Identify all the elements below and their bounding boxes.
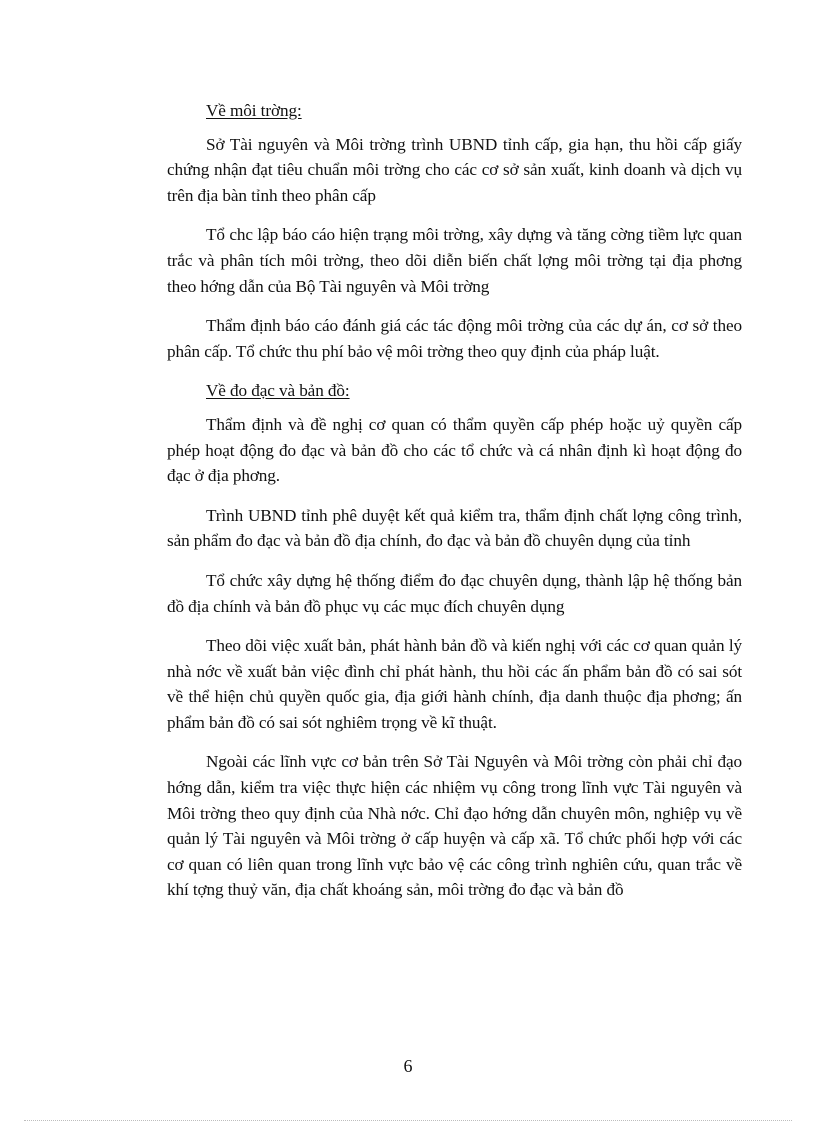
page-number: 6 [403, 1056, 413, 1076]
footer-divider [24, 1120, 792, 1121]
paragraph: Thẩm định báo cáo đánh giá các tác động môi trờng của các dự án, cơ sở theo phân cấp. Tổ chức thu phí bảo vệ môi trờng theo quy định của pháp luật. [167, 316, 742, 361]
paragraph: Ngoài các lĩnh vực cơ bản trên Sở Tài Nguyên và Môi trờng còn phải chỉ đạo hớng dẫn, kiểm tra việc thực hiện các nhiệm vụ công trong lĩnh vực Tài nguyên và Môi trờng theo quy định của Nhà nớc. Chỉ đạo hớng dẫn chuyên môn, nghiệp vụ về quản lý Tài nguyên và Môi trờng ở cấp huyện và cấp xã. Tổ chức phối hợp với các cơ quan có liên quan trong lĩnh vực bảo vệ các công trình nghiên cứu, quan trắc về khí tợng thuỷ văn, địa chất khoáng sản, môi trờng đo đạc và bản đồ [167, 752, 742, 900]
section-heading-surveying-mapping: Về đo đạc và bản đồ: [206, 381, 350, 401]
paragraph: Trình UBND tỉnh phê duyệt kết quả kiểm tra, thẩm định chất lợng công trình, sản phẩm đo đạc và bản đồ địa chính, đo đạc và bản đồ chuyên dụng của tỉnh [167, 505, 742, 551]
section-heading-environment: Về môi trờng: [206, 101, 302, 120]
paragraph: Thẩm định và đề nghị cơ quan có thẩm quyền cấp phép hoặc uỷ quyền cấp phép hoạt động đo đạc và bản đồ cho các tổ chức và cá nhân định kì hoạt động đo đạc ở địa phơng. [167, 414, 742, 486]
paragraph: Theo dõi việc xuất bản, phát hành bản đồ và kiến nghị với các cơ quan quản lý nhà nớc về xuất bản việc đình chỉ phát hành, thu hồi các ấn phẩm bản đồ có sai sót về thể hiện chủ quyền quốc gia, địa giới hành chính, địa danh thuộc địa phơng; ấn phẩm bản đồ có sai sót nghiêm trọng về kĩ thuật. [167, 636, 742, 732]
paragraph: Sở Tài nguyên và Môi trờng trình UBND tỉnh cấp, gia hạn, thu hồi cấp giấy chứng nhận đạt tiêu chuẩn môi trờng cho các cơ sở sản xuất, kinh doanh và dịch vụ trên địa bàn tỉnh theo phân cấp [167, 134, 742, 205]
paragraph: Tổ chc lập báo cáo hiện trạng môi trờng, xây dựng và tăng cờng tiềm lực quan trắc và phân tích môi trờng, theo dõi diễn biến chất lợng môi trờng tại địa phơng theo hớng dẫn của Bộ Tài nguyên và Môi trờng [167, 225, 742, 296]
paragraph: Tổ chức xây dựng hệ thống điểm đo đạc chuyên dụng, thành lập hệ thống bản đồ địa chính và bản đồ phục vụ các mục đích chuyên dụng [167, 570, 742, 616]
page-body [167, 98, 742, 917]
